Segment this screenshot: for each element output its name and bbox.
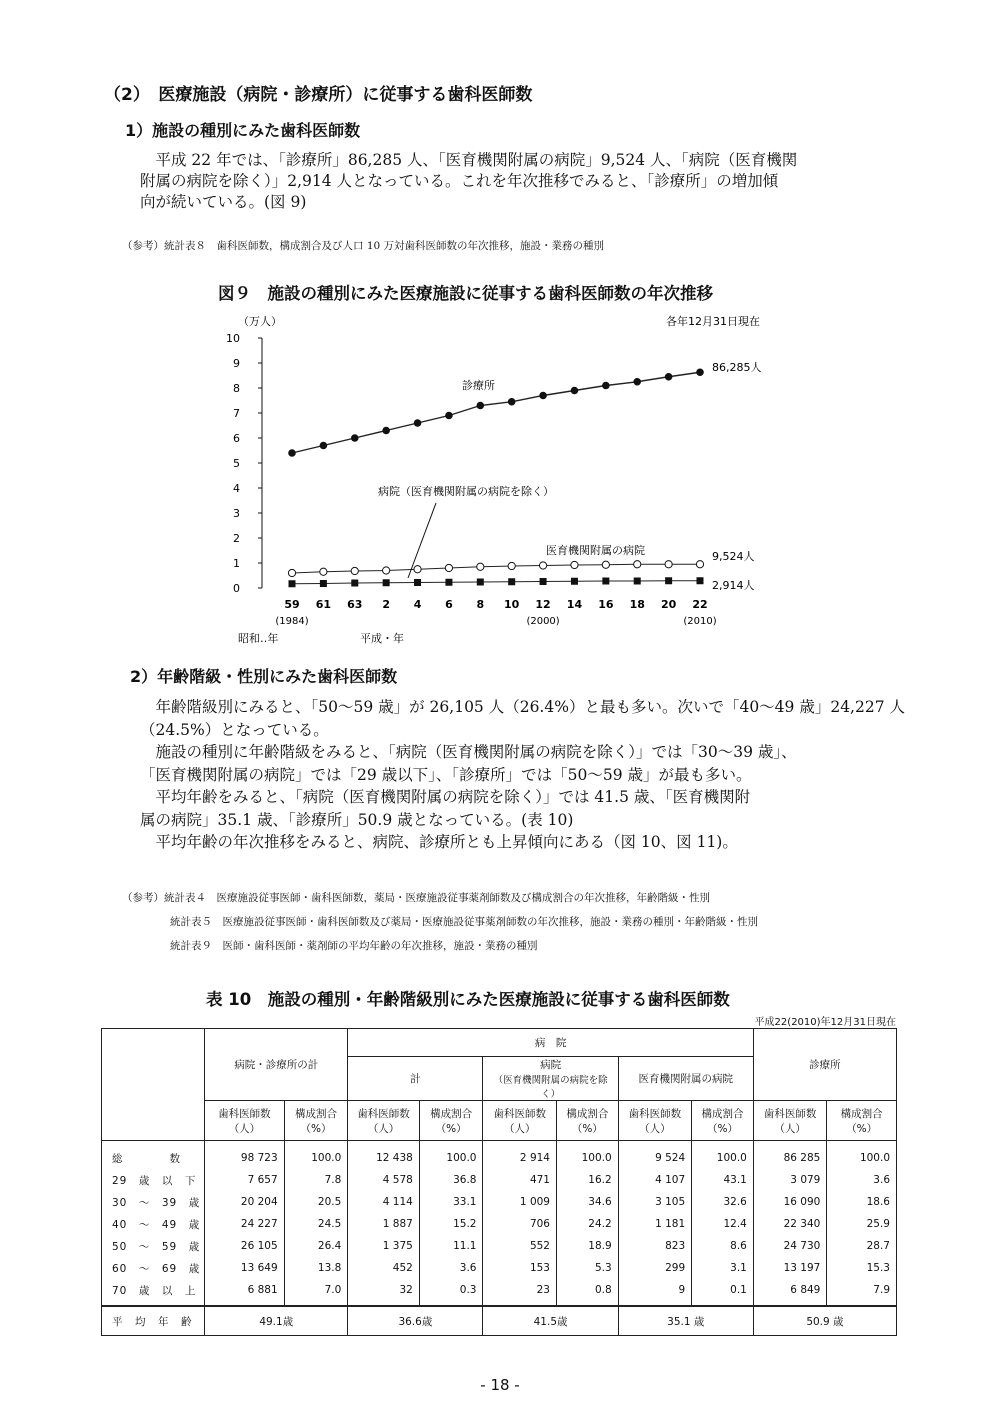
count-cell: 12 438 — [348, 1141, 420, 1170]
header-line: （人） — [774, 1122, 806, 1135]
x-tick-sublabel: (2010) — [683, 616, 717, 627]
count-cell: 4 578 — [348, 1169, 420, 1191]
col-clinic-header: 診療所 — [753, 1029, 896, 1101]
avg-cell: 49.1歳 — [205, 1306, 348, 1336]
data-point — [288, 449, 296, 457]
ratio-cell: 11.1 — [419, 1235, 483, 1257]
ratio-cell: 3.6 — [419, 1257, 483, 1279]
data-point — [508, 562, 515, 569]
series-label: 診療所 — [462, 379, 495, 392]
count-cell: 23 — [483, 1279, 557, 1306]
data-point — [351, 434, 359, 442]
header-line: （医育機関附属の病院を除く） — [493, 1075, 608, 1100]
data-point — [634, 561, 641, 568]
count-cell: 98 723 — [205, 1141, 284, 1170]
y-tick-label: 10 — [226, 332, 240, 345]
x-tick-label: 16 — [598, 598, 614, 611]
data-point — [320, 568, 327, 575]
col-hospital-other-header — [483, 1057, 618, 1101]
y-tick-label: 9 — [233, 357, 240, 370]
count-cell: 26 105 — [205, 1235, 284, 1257]
data-point — [477, 579, 484, 586]
x-tick-label: 2 — [382, 598, 390, 611]
data-point — [602, 561, 609, 568]
data-point — [571, 387, 579, 395]
ratio-header — [827, 1101, 897, 1141]
y-tick-label: 3 — [233, 507, 240, 520]
table-row — [102, 1141, 897, 1170]
header-line: 歯科医師数 — [218, 1107, 271, 1120]
avg-cell: 36.6歳 — [348, 1306, 483, 1336]
series-end-label: 2,914人 — [712, 579, 755, 592]
count-cell: 7 657 — [205, 1169, 284, 1191]
para-line: 向が続いている。(図 9) — [140, 193, 307, 211]
ratio-cell: 33.1 — [419, 1191, 483, 1213]
ratio-cell: 32.6 — [692, 1191, 754, 1213]
paragraph-2 — [140, 696, 905, 854]
y-tick-label: 8 — [233, 382, 240, 395]
data-point — [445, 412, 453, 420]
data-point — [414, 419, 422, 427]
reference-note-3: 統計表５ 医療施設従事医師・歯科医師数及び薬局・医療施設従事薬剤師数の年次推移，施設・業務の種別・年齢階級・性別 — [170, 916, 758, 928]
ratio-cell: 3.1 — [692, 1257, 754, 1279]
count-header — [483, 1101, 557, 1141]
reference-note-2: （参考）統計表４ 医療施設従事医師・歯科医師数，薬局・医療施設従事薬剤師数及び構成割合の年次推移，年齢階級・性別 — [122, 892, 710, 904]
count-cell: 471 — [483, 1169, 557, 1191]
count-cell: 24 227 — [205, 1213, 284, 1235]
count-cell: 24 730 — [753, 1235, 827, 1257]
figure-9-chart — [200, 305, 820, 660]
data-point — [633, 378, 641, 386]
ratio-cell: 26.4 — [284, 1235, 348, 1257]
count-cell: 16 090 — [753, 1191, 827, 1213]
page-number: - 18 - — [480, 1376, 520, 1394]
ratio-cell: 7.0 — [284, 1279, 348, 1306]
x-tick-sublabel: (1984) — [275, 616, 309, 627]
count-cell: 1 009 — [483, 1191, 557, 1213]
count-header — [348, 1101, 420, 1141]
era-heisei-label: 平成・年 — [360, 632, 404, 645]
figure-9-title: 図９ 施設の種別にみた医療施設に従事する歯科医師数の年次推移 — [218, 284, 713, 303]
count-cell: 6 881 — [205, 1279, 284, 1306]
count-cell: 1 181 — [618, 1213, 692, 1235]
header-line: （%） — [435, 1122, 467, 1135]
header-line: （人） — [228, 1122, 261, 1135]
table-10 — [101, 1028, 897, 1336]
ratio-header — [284, 1101, 348, 1141]
header-line: 歯科医師数 — [763, 1107, 817, 1120]
ratio-cell: 100.0 — [556, 1141, 618, 1170]
count-cell: 552 — [483, 1235, 557, 1257]
series-end-label: 86,285人 — [712, 361, 762, 374]
para-line: 附属の病院を除く）」2,914 人となっている。これを年次推移でみると、「診療所」の増加傾 — [140, 172, 779, 190]
ratio-cell: 0.3 — [419, 1279, 483, 1306]
header-line: 構成割合 — [566, 1107, 609, 1120]
ratio-cell: 100.0 — [419, 1141, 483, 1170]
y-tick-label: 2 — [233, 532, 240, 545]
data-point — [508, 398, 516, 406]
x-tick-label: 14 — [566, 598, 583, 611]
count-cell: 823 — [618, 1235, 692, 1257]
header-line: （%） — [846, 1122, 878, 1135]
table-row — [102, 1191, 897, 1213]
data-point — [414, 579, 421, 586]
header-line: （人） — [367, 1122, 400, 1135]
table-row — [102, 1235, 897, 1257]
data-point — [634, 578, 641, 585]
data-point — [445, 579, 452, 586]
subsection-1-title: 1）施設の種別にみた歯科医師数 — [125, 121, 361, 140]
ratio-cell: 7.9 — [827, 1279, 897, 1306]
avg-cell: 41.5歳 — [483, 1306, 618, 1336]
y-tick-label: 1 — [233, 557, 240, 570]
y-tick-label: 5 — [233, 457, 240, 470]
section-title: （2） 医療施設（病院・診療所）に従事する歯科医師数 — [104, 85, 533, 105]
paragraph-1 — [140, 150, 797, 213]
header-line: 歯科医師数 — [357, 1107, 410, 1120]
data-point — [382, 427, 390, 435]
data-point — [320, 442, 328, 450]
count-cell: 4 107 — [618, 1169, 692, 1191]
line-chart — [200, 305, 820, 660]
reference-note-4: 統計表９ 医師・歯科医師・薬剤師の平均年齢の年次推移，施設・業務の種別 — [170, 940, 538, 952]
ratio-cell: 13.8 — [284, 1257, 348, 1279]
row-label: 40 ～ 49 歳 — [102, 1213, 205, 1235]
data-point — [477, 402, 485, 410]
ratio-cell: 18.9 — [556, 1235, 618, 1257]
x-tick-label: 59 — [284, 598, 300, 611]
leader-line — [408, 503, 436, 578]
data-point — [383, 567, 390, 574]
para-line: 「医育機関附属の病院」では「29 歳以下」、「診療所」では「50～59 歳」が最も多い。 — [140, 765, 752, 784]
data-point — [288, 569, 295, 576]
row-label: 70 歳 以 上 — [102, 1279, 205, 1306]
para-line: 施設の種別に年齢階級をみると、「病院（医育機関附属の病院を除く）」では「30～39 歳」、 — [140, 743, 797, 761]
para-line: 平均年齢をみると、「病院（医育機関附属の病院を除く）」では 41.5 歳、「医育機関附 — [140, 788, 751, 806]
ratio-cell: 7.8 — [284, 1169, 348, 1191]
unit-header-row — [102, 1101, 897, 1141]
date-note: 各年12月31日現在 — [666, 315, 760, 328]
y-unit-label: （万人） — [238, 315, 282, 328]
data-point — [445, 564, 452, 571]
ratio-cell: 20.5 — [284, 1191, 348, 1213]
subsection-2-title: 2）年齢階級・性別にみた歯科医師数 — [130, 667, 398, 686]
count-cell: 22 340 — [753, 1213, 827, 1235]
y-tick-label: 7 — [233, 407, 240, 420]
data-point — [602, 578, 609, 585]
row-label: 総 数 — [102, 1141, 205, 1170]
col-univ-header: 医育機関附属の病院 — [618, 1057, 753, 1101]
data-point — [696, 368, 704, 376]
data-point — [351, 580, 358, 587]
data-point — [571, 578, 578, 585]
header-line: 歯科医師数 — [628, 1107, 682, 1120]
ratio-cell: 15.2 — [419, 1213, 483, 1235]
table-date-note: 平成22(2010)年12月31日現在 — [754, 1017, 896, 1028]
count-cell: 32 — [348, 1279, 420, 1306]
table-row — [102, 1169, 897, 1191]
count-header — [618, 1101, 692, 1141]
header-line: （%） — [571, 1122, 603, 1135]
y-tick-label: 4 — [233, 482, 240, 495]
x-tick-label: 12 — [535, 598, 551, 611]
data-point — [508, 578, 515, 585]
table-row — [102, 1257, 897, 1279]
x-tick-label: 22 — [692, 598, 708, 611]
x-tick-label: 18 — [629, 598, 645, 611]
data-point — [665, 373, 673, 381]
ratio-cell: 36.8 — [419, 1169, 483, 1191]
count-header — [753, 1101, 827, 1141]
count-cell: 2 914 — [483, 1141, 557, 1170]
y-tick-label: 0 — [233, 582, 240, 595]
para-line: （24.5%）となっている。 — [140, 720, 329, 739]
x-tick-label: 8 — [476, 598, 485, 611]
ratio-cell: 0.8 — [556, 1279, 618, 1306]
count-cell: 3 105 — [618, 1191, 692, 1213]
data-point — [351, 567, 358, 574]
para-line: 年齢階級別にみると、「50～59 歳」が 26,105 人（26.4%）と最も多い。次いで「40～49 歳」24,227 人 — [140, 698, 905, 716]
count-cell: 1 887 — [348, 1213, 420, 1235]
count-cell: 452 — [348, 1257, 420, 1279]
average-age-row — [102, 1306, 897, 1336]
data-point — [602, 382, 610, 390]
x-tick-label: 20 — [660, 598, 677, 611]
x-tick-label: 63 — [347, 598, 363, 611]
ratio-cell: 18.6 — [827, 1191, 897, 1213]
col-hospital-total-header: 計 — [348, 1057, 483, 1101]
count-cell: 86 285 — [753, 1141, 827, 1170]
count-cell: 20 204 — [205, 1191, 284, 1213]
ratio-cell: 100.0 — [692, 1141, 754, 1170]
count-cell: 1 375 — [348, 1235, 420, 1257]
ratio-cell: 5.3 — [556, 1257, 618, 1279]
reference-note-1: （参考）統計表８ 歯科医師数，構成割合及び人口 10 万対歯科医師数の年次推移，施設・業務の種別 — [122, 240, 605, 252]
count-cell: 4 114 — [348, 1191, 420, 1213]
data-point — [540, 578, 547, 585]
avg-label: 平 均 年 齢 — [102, 1306, 205, 1336]
count-cell: 706 — [483, 1213, 557, 1235]
header-line: （人） — [639, 1122, 671, 1135]
count-cell: 3 079 — [753, 1169, 827, 1191]
x-tick-sublabel: (2000) — [526, 616, 560, 627]
header-line: 構成割合 — [294, 1107, 337, 1120]
ratio-cell: 43.1 — [692, 1169, 754, 1191]
series-label: 医育機関附属の病院 — [546, 544, 645, 557]
data-point — [289, 580, 296, 587]
data-point — [539, 392, 547, 400]
count-cell: 13 197 — [753, 1257, 827, 1279]
header-line: （人） — [503, 1122, 536, 1135]
series-end-label: 9,524人 — [712, 550, 755, 563]
data-point — [665, 577, 672, 584]
count-cell: 13 649 — [205, 1257, 284, 1279]
ratio-header — [419, 1101, 483, 1141]
data-point — [539, 562, 546, 569]
header-line: （%） — [300, 1122, 332, 1135]
ratio-cell: 12.4 — [692, 1213, 754, 1235]
ratio-header — [692, 1101, 754, 1141]
table-corner — [102, 1029, 205, 1141]
para-line: 平成 22 年では、「診療所」86,285 人、「医育機関附属の病院」9,524 人、「病院（医育機関 — [140, 151, 798, 169]
ratio-cell: 100.0 — [827, 1141, 897, 1170]
ratio-cell: 16.2 — [556, 1169, 618, 1191]
avg-cell: 35.1 歳 — [618, 1306, 753, 1336]
count-cell: 153 — [483, 1257, 557, 1279]
header-line: 歯科医師数 — [493, 1107, 546, 1120]
para-line: 属の病院」35.1 歳、「診療所」50.9 歳となっている。(表 10) — [140, 810, 574, 829]
col-total-header: 病院・診療所の計 — [205, 1029, 348, 1101]
data-point — [320, 580, 327, 587]
x-tick-label: 6 — [445, 598, 453, 611]
ratio-cell: 25.9 — [827, 1213, 897, 1235]
data-point — [697, 577, 704, 584]
ratio-cell: 24.2 — [556, 1213, 618, 1235]
count-cell: 9 524 — [618, 1141, 692, 1170]
data-point — [571, 561, 578, 568]
row-label: 60 ～ 69 歳 — [102, 1257, 205, 1279]
ratio-cell: 0.1 — [692, 1279, 754, 1306]
data-point — [665, 561, 672, 568]
header-line: （%） — [707, 1122, 738, 1135]
table-row — [102, 1213, 897, 1235]
x-tick-label: 4 — [413, 598, 422, 611]
ratio-cell: 100.0 — [284, 1141, 348, 1170]
era-showa-label: 昭和‥年 — [238, 632, 279, 645]
ratio-cell: 28.7 — [827, 1235, 897, 1257]
table-10-title: 表 10 施設の種別・年齢階級別にみた医療施設に従事する歯科医師数 — [206, 990, 730, 1009]
table-row — [102, 1279, 897, 1306]
para-line: 平均年齢の年次推移をみると、病院、診療所とも上昇傾向にある（図 10、図 11)。 — [140, 833, 738, 851]
count-cell: 9 — [618, 1279, 692, 1306]
col-hospital-header: 病 院 — [348, 1029, 754, 1057]
header-line: 構成割合 — [840, 1107, 883, 1120]
ratio-header — [556, 1101, 618, 1141]
header-line: 構成割合 — [430, 1107, 473, 1120]
ratio-cell: 24.5 — [284, 1213, 348, 1235]
data-point — [414, 566, 421, 573]
x-tick-label: 10 — [504, 598, 520, 611]
row-label: 30 ～ 39 歳 — [102, 1191, 205, 1213]
row-label: 50 ～ 59 歳 — [102, 1235, 205, 1257]
y-tick-label: 6 — [233, 432, 240, 445]
avg-cell: 50.9 歳 — [753, 1306, 896, 1336]
count-cell: 299 — [618, 1257, 692, 1279]
data-point — [477, 563, 484, 570]
ratio-cell: 34.6 — [556, 1191, 618, 1213]
data-point — [696, 561, 703, 568]
count-cell: 6 849 — [753, 1279, 827, 1306]
ratio-cell: 8.6 — [692, 1235, 754, 1257]
ratio-cell: 3.6 — [827, 1169, 897, 1191]
data-point — [383, 579, 390, 586]
ratio-cell: 15.3 — [827, 1257, 897, 1279]
row-label: 29 歳 以 下 — [102, 1169, 205, 1191]
count-header — [205, 1101, 284, 1141]
series-label: 病院（医育機関附属の病院を除く） — [378, 485, 554, 498]
header-line: 構成割合 — [701, 1107, 744, 1120]
x-tick-label: 61 — [315, 598, 332, 611]
header-line: 病院 — [540, 1059, 562, 1071]
